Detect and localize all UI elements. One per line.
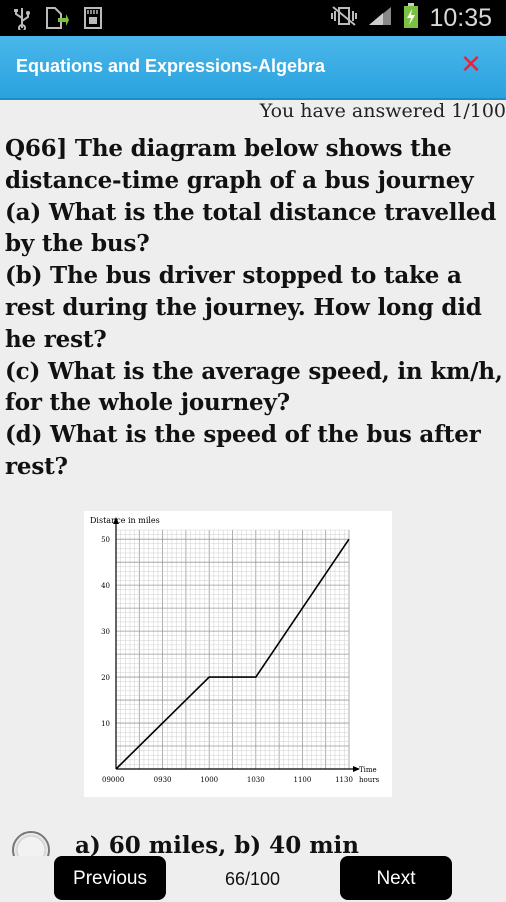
previous-button[interactable]: Previous xyxy=(54,856,166,900)
question-line: (c) What is the average speed, in km/h, for the whole journey? xyxy=(5,357,503,417)
answered-counter: You have answered 1/100 xyxy=(259,100,506,122)
x-axis-label: hours xyxy=(359,776,380,784)
page-title: Equations and Expressions-Algebra xyxy=(16,56,326,76)
x-axis-label: Time xyxy=(359,766,377,774)
graph-svg xyxy=(84,511,392,797)
title-bar xyxy=(0,36,506,100)
question-line: Q66] The diagram below shows the distance-time graph of a bus journey xyxy=(5,135,474,194)
close-button[interactable] xyxy=(456,50,486,80)
usb-icon xyxy=(12,6,32,35)
signal-icon xyxy=(367,5,393,32)
x-tick-label: 0930 xyxy=(153,776,172,784)
battery-charging-icon xyxy=(403,3,419,34)
x-tick-label: 1030 xyxy=(246,776,265,784)
x-tick-label: 1100 xyxy=(293,776,312,784)
x-tick-label: 09000 xyxy=(102,776,125,784)
x-tick-label: 1130 xyxy=(335,776,353,784)
download-icon xyxy=(44,6,70,35)
mute-vibrate-icon xyxy=(331,5,357,32)
next-button[interactable]: Next xyxy=(340,856,452,900)
chart-grid xyxy=(116,530,349,769)
bottom-navigation xyxy=(0,852,506,900)
status-bar xyxy=(0,0,506,36)
question-line: (a) What is the total distance travelled by the bus? xyxy=(5,198,497,258)
x-tick-label: 1000 xyxy=(200,776,219,784)
sd-card-icon xyxy=(82,6,104,35)
distance-time-graph xyxy=(84,511,392,797)
y-tick-label: 30 xyxy=(101,628,110,637)
y-axis-label: Distance in miles xyxy=(90,516,160,525)
y-tick-label: 40 xyxy=(101,582,110,591)
y-tick-label: 10 xyxy=(101,720,110,729)
option-label: a) 60 miles, b) 40 min xyxy=(75,832,359,856)
y-tick-label: 50 xyxy=(101,536,110,545)
page-indicator: 66/100 xyxy=(224,869,281,889)
x-axis-label-group xyxy=(359,766,380,784)
chart-axes xyxy=(113,517,360,772)
question-line: (d) What is the speed of the bus after rest? xyxy=(5,421,481,480)
question-text xyxy=(5,133,503,483)
close-icon: ✕ xyxy=(460,50,482,80)
question-line: (b) The bus driver stopped to take a rest during the journey. How long did he rest? xyxy=(5,262,482,353)
y-tick-label: 20 xyxy=(101,674,110,683)
status-clock: 10:35 xyxy=(429,4,492,32)
